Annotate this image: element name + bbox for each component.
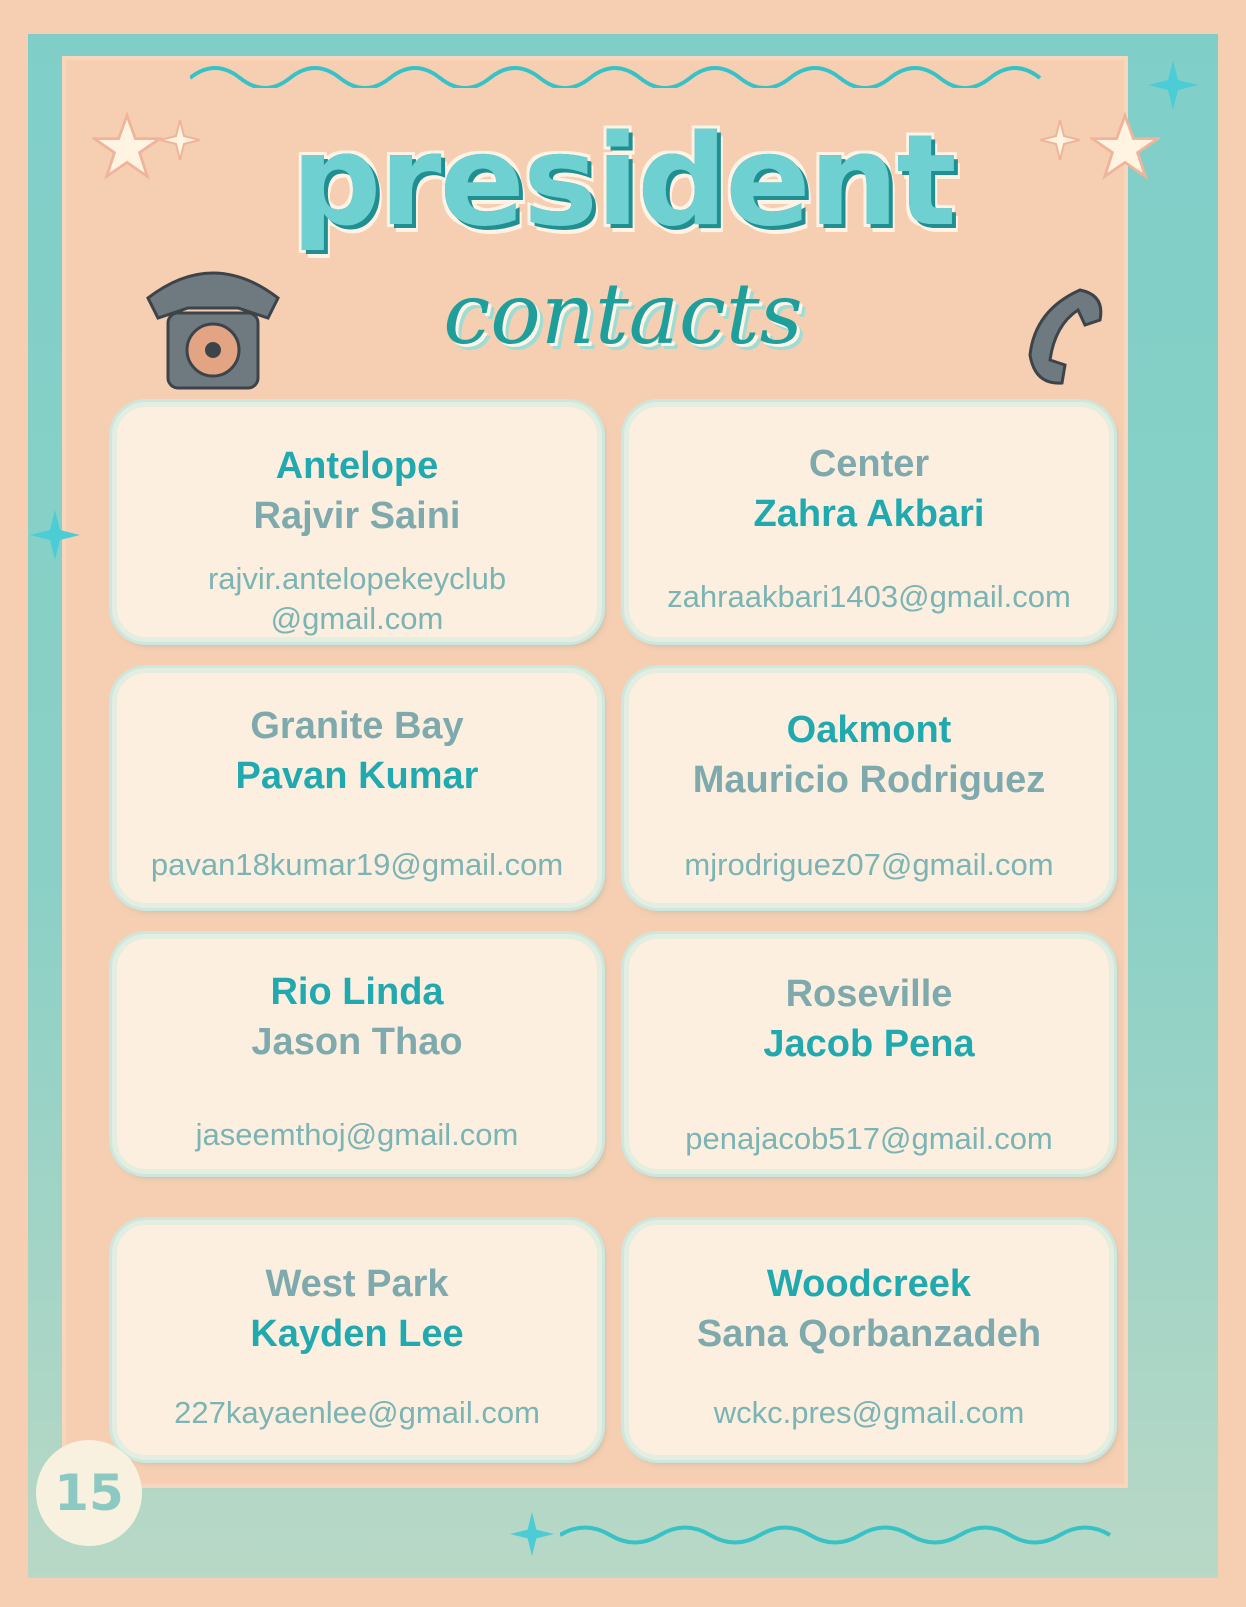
president-name: Jason Thao — [251, 1021, 463, 1063]
sparkle-icon — [510, 1512, 554, 1556]
contact-card-west-park — [112, 1220, 602, 1460]
contact-card-woodcreek — [624, 1220, 1114, 1460]
school-name: Granite Bay — [250, 705, 464, 747]
email-address[interactable]: 227kayaenlee@gmail.com — [174, 1395, 540, 1430]
contact-card-roseville — [624, 934, 1114, 1174]
school-name: Woodcreek — [766, 1263, 972, 1305]
sparkle-icon — [1148, 60, 1198, 110]
email-address[interactable]: wckc.pres@gmail.com — [713, 1395, 1025, 1430]
president-name: Kayden Lee — [250, 1313, 464, 1355]
school-name: Roseville — [785, 973, 953, 1015]
president-name: Zahra Akbari — [753, 493, 985, 535]
email-address[interactable]: mjrodriguez07@gmail.com — [684, 847, 1054, 882]
page-number: 15 — [36, 1440, 142, 1546]
page-subtitle: contacts — [443, 265, 803, 363]
president-name: Mauricio Rodriguez — [692, 759, 1046, 801]
president-name: Sana Qorbanzadeh — [696, 1313, 1042, 1355]
email-address[interactable]: rajvir.antelopekeyclub — [207, 561, 507, 596]
school-name: Rio Linda — [270, 971, 444, 1013]
school-name: Antelope — [275, 445, 439, 487]
email-address[interactable]: pavan18kumar19@gmail.com — [150, 847, 564, 882]
contact-card-antelope — [112, 402, 602, 642]
contact-card-rio-linda — [112, 934, 602, 1174]
school-name: Center — [808, 443, 930, 485]
top-wave-icon — [190, 58, 1060, 88]
sparkle-icon — [30, 510, 80, 560]
email-address[interactable]: zahraakbari1403@gmail.com — [667, 579, 1071, 614]
president-name: Jacob Pena — [763, 1023, 975, 1065]
bottom-wave-icon — [560, 1520, 1120, 1550]
school-name: West Park — [265, 1263, 449, 1305]
school-name: Oakmont — [786, 709, 952, 751]
email-address[interactable]: penajacob517@gmail.com — [685, 1121, 1053, 1156]
contact-card-oakmont — [624, 668, 1114, 908]
email-address[interactable]: jaseemthoj@gmail.com — [195, 1117, 519, 1152]
contact-card-center — [624, 402, 1114, 642]
contact-card-granite-bay — [112, 668, 602, 908]
email-address-continued[interactable]: @gmail.com — [270, 601, 444, 636]
page-title: president — [291, 107, 955, 254]
president-name: Pavan Kumar — [235, 755, 479, 797]
president-name: Rajvir Saini — [253, 495, 461, 537]
